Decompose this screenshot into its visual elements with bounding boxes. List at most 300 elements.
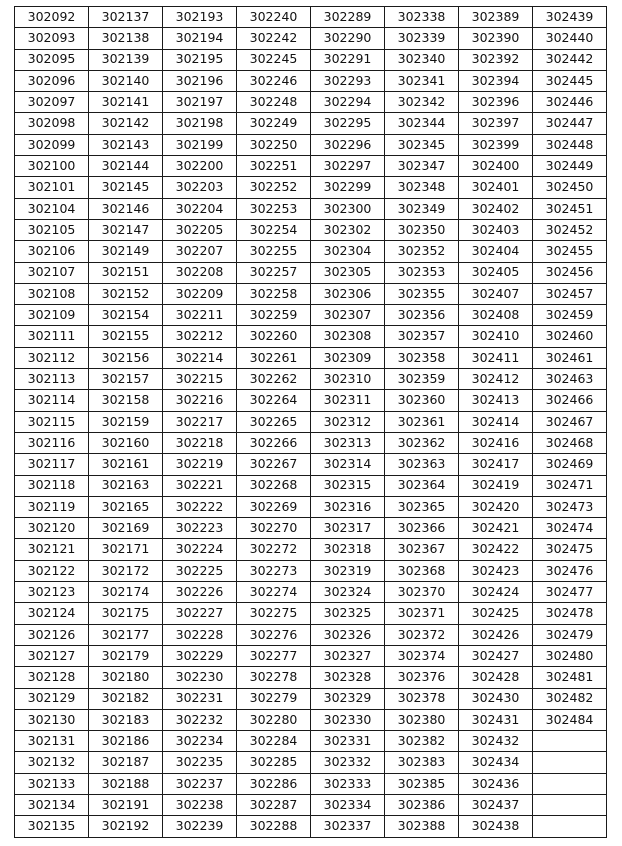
table-cell: 302144 [89,156,163,177]
table-cell: 302223 [163,518,237,539]
table-cell: 302446 [533,92,607,113]
table-cell: 302436 [459,773,533,794]
table-cell: 302386 [385,794,459,815]
table-row [15,70,607,91]
table-row [15,369,607,390]
table-cell [533,731,607,752]
table-cell: 302359 [385,369,459,390]
table-cell: 302358 [385,347,459,368]
table-cell: 302227 [163,603,237,624]
table-cell: 302183 [89,709,163,730]
table-cell: 302481 [533,667,607,688]
table-cell: 302285 [237,752,311,773]
table-row [15,560,607,581]
table-cell: 302198 [163,113,237,134]
table-cell: 302279 [237,688,311,709]
table-cell: 302119 [15,496,89,517]
table-cell: 302146 [89,198,163,219]
table-cell: 302450 [533,177,607,198]
table-cell: 302363 [385,454,459,475]
table-cell: 302182 [89,688,163,709]
table-cell: 302411 [459,347,533,368]
table-cell: 302200 [163,156,237,177]
table-cell: 302478 [533,603,607,624]
table-cell: 302127 [15,645,89,666]
table-cell: 302442 [533,49,607,70]
table-cell: 302225 [163,560,237,581]
table-cell: 302390 [459,28,533,49]
table-cell: 302165 [89,496,163,517]
table-cell: 302374 [385,645,459,666]
table-cell: 302318 [311,539,385,560]
table-cell: 302160 [89,432,163,453]
table-cell: 302248 [237,92,311,113]
table-cell: 302109 [15,305,89,326]
table-cell: 302197 [163,92,237,113]
table-cell: 302229 [163,645,237,666]
table-cell: 302139 [89,49,163,70]
table-cell: 302445 [533,70,607,91]
table-cell: 302459 [533,305,607,326]
table-row [15,816,607,837]
table-cell: 302286 [237,773,311,794]
table-cell: 302473 [533,496,607,517]
table-cell: 302108 [15,283,89,304]
table-cell: 302242 [237,28,311,49]
table-cell: 302287 [237,794,311,815]
table-cell: 302186 [89,731,163,752]
table-row [15,688,607,709]
table-cell: 302413 [459,390,533,411]
table-cell: 302234 [163,731,237,752]
table-cell: 302291 [311,49,385,70]
table-cell: 302432 [459,731,533,752]
table-cell: 302246 [237,70,311,91]
table-cell: 302297 [311,156,385,177]
table-cell: 302304 [311,241,385,262]
table-cell: 302376 [385,667,459,688]
table-cell: 302142 [89,113,163,134]
number-table [14,6,607,838]
table-cell: 302266 [237,432,311,453]
table-cell: 302193 [163,7,237,28]
table-cell: 302275 [237,603,311,624]
table-row [15,177,607,198]
table-cell: 302345 [385,134,459,155]
table-cell: 302311 [311,390,385,411]
table-cell: 302316 [311,496,385,517]
table-cell: 302469 [533,454,607,475]
table-cell: 302195 [163,49,237,70]
table-row [15,582,607,603]
table-cell: 302414 [459,411,533,432]
table-cell: 302196 [163,70,237,91]
table-row [15,667,607,688]
table-cell: 302260 [237,326,311,347]
table-row [15,262,607,283]
table-cell: 302438 [459,816,533,837]
table-cell: 302317 [311,518,385,539]
table-cell: 302338 [385,7,459,28]
table-cell: 302476 [533,560,607,581]
table-cell: 302171 [89,539,163,560]
table-cell: 302422 [459,539,533,560]
table-row [15,475,607,496]
table-cell: 302337 [311,816,385,837]
table-cell: 302208 [163,262,237,283]
table-cell: 302310 [311,369,385,390]
table-cell: 302159 [89,411,163,432]
table-cell: 302404 [459,241,533,262]
table-cell: 302296 [311,134,385,155]
table-cell: 302180 [89,667,163,688]
table-cell: 302212 [163,326,237,347]
table-cell: 302258 [237,283,311,304]
table-row [15,390,607,411]
table-cell: 302132 [15,752,89,773]
table-cell: 302425 [459,603,533,624]
table-cell: 302278 [237,667,311,688]
table-cell: 302355 [385,283,459,304]
table-cell: 302249 [237,113,311,134]
table-cell: 302368 [385,560,459,581]
table-cell: 302221 [163,475,237,496]
table-cell: 302475 [533,539,607,560]
table-cell: 302328 [311,667,385,688]
table-cell: 302403 [459,219,533,240]
table-cell: 302251 [237,156,311,177]
table-cell: 302349 [385,198,459,219]
table-row [15,134,607,155]
table-cell: 302331 [311,731,385,752]
table-cell: 302324 [311,582,385,603]
table-cell: 302268 [237,475,311,496]
table-cell: 302239 [163,816,237,837]
table-row [15,92,607,113]
table-row [15,773,607,794]
table-cell: 302431 [459,709,533,730]
table-cell: 302419 [459,475,533,496]
table-cell: 302226 [163,582,237,603]
table-cell: 302217 [163,411,237,432]
table-cell: 302238 [163,794,237,815]
table-cell: 302107 [15,262,89,283]
table-cell: 302262 [237,369,311,390]
table-cell: 302115 [15,411,89,432]
table-cell: 302434 [459,752,533,773]
table-cell: 302154 [89,305,163,326]
table-cell: 302096 [15,70,89,91]
table-cell: 302290 [311,28,385,49]
table-cell: 302305 [311,262,385,283]
table-cell: 302276 [237,624,311,645]
table-cell: 302274 [237,582,311,603]
table-row [15,794,607,815]
table-cell: 302427 [459,645,533,666]
table-cell: 302480 [533,645,607,666]
table-cell: 302482 [533,688,607,709]
table-cell: 302424 [459,582,533,603]
table-cell: 302341 [385,70,459,91]
table-cell: 302145 [89,177,163,198]
table-cell: 302329 [311,688,385,709]
table-cell: 302302 [311,219,385,240]
table-cell: 302401 [459,177,533,198]
table-cell: 302250 [237,134,311,155]
table-cell: 302209 [163,283,237,304]
table-cell: 302451 [533,198,607,219]
table-cell: 302177 [89,624,163,645]
table-cell: 302092 [15,7,89,28]
table-cell: 302327 [311,645,385,666]
table-cell: 302314 [311,454,385,475]
table-cell: 302449 [533,156,607,177]
table-cell: 302428 [459,667,533,688]
table-cell: 302138 [89,28,163,49]
table-cell: 302134 [15,794,89,815]
table-cell: 302280 [237,709,311,730]
table-cell: 302366 [385,518,459,539]
table-cell: 302191 [89,794,163,815]
table-cell: 302219 [163,454,237,475]
table-cell: 302179 [89,645,163,666]
table-cell: 302339 [385,28,459,49]
table-cell: 302400 [459,156,533,177]
table-cell [533,773,607,794]
table-cell: 302152 [89,283,163,304]
table-row [15,518,607,539]
table-cell: 302421 [459,518,533,539]
table-row [15,28,607,49]
table-cell: 302269 [237,496,311,517]
table-cell: 302402 [459,198,533,219]
table-cell: 302399 [459,134,533,155]
table-cell: 302124 [15,603,89,624]
table-cell: 302461 [533,347,607,368]
table-cell: 302463 [533,369,607,390]
table-cell: 302130 [15,709,89,730]
table-cell: 302151 [89,262,163,283]
table-row [15,326,607,347]
table-cell: 302360 [385,390,459,411]
table-cell: 302408 [459,305,533,326]
table-cell: 302252 [237,177,311,198]
table-cell: 302118 [15,475,89,496]
number-table-body [15,7,607,838]
table-row [15,752,607,773]
table-row [15,156,607,177]
table-row [15,645,607,666]
table-cell: 302265 [237,411,311,432]
table-cell: 302312 [311,411,385,432]
table-cell: 302405 [459,262,533,283]
table-cell: 302307 [311,305,385,326]
table-cell: 302309 [311,347,385,368]
table-cell: 302294 [311,92,385,113]
table-cell: 302389 [459,7,533,28]
table-cell: 302155 [89,326,163,347]
table-cell: 302364 [385,475,459,496]
table-cell: 302175 [89,603,163,624]
table-row [15,539,607,560]
table-cell: 302261 [237,347,311,368]
table-row [15,709,607,730]
table-cell: 302365 [385,496,459,517]
table-cell: 302397 [459,113,533,134]
table-cell: 302396 [459,92,533,113]
table-cell: 302228 [163,624,237,645]
table-cell: 302232 [163,709,237,730]
table-cell: 302471 [533,475,607,496]
table-cell: 302460 [533,326,607,347]
table-row [15,411,607,432]
table-cell: 302205 [163,219,237,240]
table-cell: 302334 [311,794,385,815]
table-cell: 302192 [89,816,163,837]
table-cell [533,816,607,837]
table-cell: 302188 [89,773,163,794]
table-cell: 302416 [459,432,533,453]
table-cell: 302121 [15,539,89,560]
table-cell: 302477 [533,582,607,603]
table-cell: 302440 [533,28,607,49]
table-cell: 302237 [163,773,237,794]
table-cell: 302270 [237,518,311,539]
table-cell: 302169 [89,518,163,539]
table-row [15,731,607,752]
table-cell: 302264 [237,390,311,411]
table-cell: 302106 [15,241,89,262]
table-cell: 302098 [15,113,89,134]
table-cell: 302385 [385,773,459,794]
table-cell: 302113 [15,369,89,390]
table-cell: 302388 [385,816,459,837]
table-cell: 302350 [385,219,459,240]
table-cell: 302448 [533,134,607,155]
table-cell: 302467 [533,411,607,432]
table-cell: 302474 [533,518,607,539]
table-cell: 302147 [89,219,163,240]
table-cell: 302479 [533,624,607,645]
table-cell: 302174 [89,582,163,603]
document-page [14,6,607,838]
table-cell: 302222 [163,496,237,517]
table-cell: 302392 [459,49,533,70]
table-cell: 302101 [15,177,89,198]
table-cell: 302235 [163,752,237,773]
table-row [15,305,607,326]
table-row [15,624,607,645]
table-cell: 302295 [311,113,385,134]
table-row [15,241,607,262]
table-cell: 302273 [237,560,311,581]
table-cell: 302456 [533,262,607,283]
table-cell: 302371 [385,603,459,624]
table-cell: 302284 [237,731,311,752]
table-cell: 302111 [15,326,89,347]
table-cell: 302117 [15,454,89,475]
table-cell: 302299 [311,177,385,198]
table-cell: 302367 [385,539,459,560]
table-cell: 302254 [237,219,311,240]
table-cell: 302158 [89,390,163,411]
table-cell: 302353 [385,262,459,283]
table-cell: 302407 [459,283,533,304]
table-cell: 302437 [459,794,533,815]
table-cell: 302313 [311,432,385,453]
table-cell: 302172 [89,560,163,581]
table-cell: 302439 [533,7,607,28]
table-cell: 302447 [533,113,607,134]
table-cell: 302288 [237,816,311,837]
table-cell: 302452 [533,219,607,240]
table-row [15,49,607,70]
table-cell [533,794,607,815]
table-cell: 302097 [15,92,89,113]
table-cell: 302141 [89,92,163,113]
table-cell: 302378 [385,688,459,709]
table-row [15,454,607,475]
table-cell: 302204 [163,198,237,219]
table-cell: 302100 [15,156,89,177]
table-cell: 302361 [385,411,459,432]
table-cell: 302126 [15,624,89,645]
table-cell: 302466 [533,390,607,411]
table-cell: 302332 [311,752,385,773]
table-cell: 302410 [459,326,533,347]
table-cell: 302216 [163,390,237,411]
table-cell: 302342 [385,92,459,113]
table-row [15,219,607,240]
table-cell: 302340 [385,49,459,70]
table-cell: 302326 [311,624,385,645]
table-cell: 302255 [237,241,311,262]
table-cell: 302267 [237,454,311,475]
table-cell: 302330 [311,709,385,730]
table-cell: 302308 [311,326,385,347]
table-cell: 302099 [15,134,89,155]
table-cell: 302333 [311,773,385,794]
table-cell: 302129 [15,688,89,709]
table-row [15,283,607,304]
table-cell: 302362 [385,432,459,453]
table-cell: 302230 [163,667,237,688]
table-cell: 302347 [385,156,459,177]
table-cell: 302207 [163,241,237,262]
table-cell: 302093 [15,28,89,49]
table-cell: 302095 [15,49,89,70]
table-cell: 302116 [15,432,89,453]
table-cell: 302344 [385,113,459,134]
table-cell: 302315 [311,475,385,496]
table-cell: 302370 [385,582,459,603]
table-cell: 302468 [533,432,607,453]
table-cell: 302224 [163,539,237,560]
table-cell: 302277 [237,645,311,666]
table-cell: 302140 [89,70,163,91]
table-cell: 302135 [15,816,89,837]
table-cell: 302122 [15,560,89,581]
table-cell: 302380 [385,709,459,730]
table-row [15,347,607,368]
table-cell: 302417 [459,454,533,475]
table-cell: 302272 [237,539,311,560]
table-cell: 302161 [89,454,163,475]
table-cell: 302199 [163,134,237,155]
table-cell: 302203 [163,177,237,198]
table-cell: 302215 [163,369,237,390]
table-cell: 302426 [459,624,533,645]
